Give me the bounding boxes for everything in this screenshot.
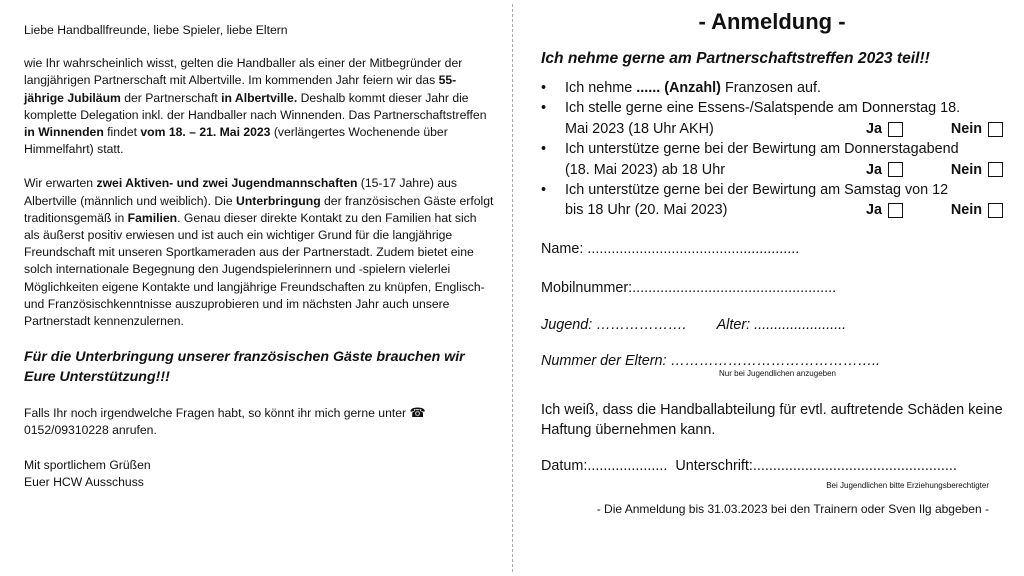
p2-text-e: der französischen Gäste erfolgt traditionsgemäß in <box>24 193 494 225</box>
thursday-help-line1: Ich unterstütze gerne bei der Bewirtung am Donnerstagabend <box>565 141 959 158</box>
invitation-letter <box>24 22 494 491</box>
option-host-count <box>541 78 1003 98</box>
host-count-text-c: Franzosen auf. <box>720 80 821 96</box>
food-donation-line2: Mai 2023 (18 Uhr AKH) <box>565 120 714 137</box>
p2-text-g: . Genau dieser direkte Kontakt zu den Familien hat sich als äußerst positiv erwiesen und ist auch ein wichtiger Grund für die langjährige Freundschaft mit unseren Sportkameraden aus der Partnerstadt. Zudem bietet eine solch internationale Begegnung den Jugendspielerinnern und -spielern vielerlei Möglichkeiten eigene Kontakte und langjährige Freundschaften zu knüpfen, Englisch- und Französischkenntnisse auszuprobieren und im nächsten Jahr auch unsere Partnerstadt kennenzulernen. <box>24 210 485 329</box>
cut-line-divider <box>512 4 513 572</box>
letter-greeting: Liebe Handballfreunde, liebe Spieler, liebe Eltern <box>24 23 288 37</box>
p2-text-a: Wir erwarten <box>24 176 97 191</box>
saturday-help-line1: Ich unterstütze gerne bei der Bewirtung am Samstag von 12 <box>565 182 949 199</box>
p1-text-i: (verlängertes Wochenende über Himmelfahrt) statt. <box>24 125 448 157</box>
registration-form <box>541 6 1003 516</box>
p1-albertville: in Albertville. <box>221 90 298 105</box>
closing-line-1: Mit sportlichem Grüßen <box>24 457 151 472</box>
saturday-help-no-checkbox[interactable] <box>988 203 1003 218</box>
p1-winnenden: in Winnenden <box>24 125 104 140</box>
yes-label: Ja <box>866 161 883 178</box>
support-appeal: Für die Unterbringung unserer französischen Gäste brauchen wir Eure Unterstützung!!! <box>24 349 465 386</box>
p1-dates: vom 18. – 21. Mai 2023 <box>140 125 271 140</box>
youth-age-row <box>541 317 1003 333</box>
phone-icon: ☎ <box>409 405 426 421</box>
yes-label: Ja <box>866 120 883 137</box>
option-saturday-help <box>541 180 1003 221</box>
bullet: • <box>541 141 547 158</box>
yes-label: Ja <box>866 202 883 219</box>
thursday-help-line2: (18. Mai 2023) ab 18 Uhr <box>565 161 725 178</box>
host-count-blank[interactable]: ...... (Anzahl) <box>636 80 721 96</box>
form-title: - Anmeldung - <box>698 9 846 34</box>
parent-number-field[interactable]: Nummer der Eltern: …………………………………….. <box>541 352 881 369</box>
no-label: Nein <box>950 120 982 137</box>
no-label: Nein <box>950 202 982 219</box>
contact-phone-number: 0152/09310228 anrufen. <box>24 423 157 438</box>
date-field[interactable]: Datum:.................... <box>541 457 668 474</box>
p1-text-g: findet <box>103 125 141 140</box>
host-count-text-a: Ich nehme <box>565 80 637 96</box>
bullet: • <box>541 182 547 199</box>
liability-disclaimer: Ich weiß, dass die Handballabteilung für evtl. auftretende Schäden keine Haftung übernehmen kann. <box>541 401 1003 439</box>
saturday-help-yes-checkbox[interactable] <box>888 203 903 218</box>
signature-field[interactable]: Unterschrift:................................................... <box>675 457 957 474</box>
bullet: • <box>541 80 547 96</box>
p1-text-e: Deshalb kommt dieser Jahr die komplette Delegation inkl. der Handballer nach Winnenden. Das Partnerschaftstreffen <box>24 90 487 122</box>
parent-number-note: Nur bei Jugendlichen anzugeben <box>719 368 836 378</box>
contact-text: Falls Ihr noch irgendwelche Fragen habt, so könnt ihr mich gerne unter <box>24 406 410 421</box>
option-food-donation <box>541 98 1003 139</box>
food-donation-line1: Ich stelle gerne eine Essens-/Salatspende am Donnerstag 18. <box>565 100 961 117</box>
food-donation-no-checkbox[interactable] <box>988 122 1003 137</box>
thursday-help-no-checkbox[interactable] <box>988 162 1003 177</box>
mobile-number-field[interactable]: Mobilnummer:................................................... <box>541 279 837 296</box>
guardian-note: Bei Jugendlichen bitte Erziehungsberechtigter <box>826 480 989 490</box>
p1-text-a: wie Ihr wahrscheinlich wisst, gelten die Handballer als einer der Mitbegründer der langjährigen Partnerschaft mit Albertville. Im kommenden Jahr feiern wir das <box>24 56 463 88</box>
p1-jubilee: 55-jährige Jubiläum <box>24 73 457 105</box>
form-options-list <box>541 78 1003 221</box>
no-label: Nein <box>950 161 982 178</box>
p2-text-c: (15-17 Jahre) aus Albertville (männlich und weiblich). Die <box>24 176 458 208</box>
form-subtitle: Ich nehme gerne am Partnerschaftstreffen 2023 teil!! <box>541 50 930 67</box>
letter-contact <box>24 404 494 439</box>
p2-families: Familien <box>127 210 178 225</box>
p2-teams: zwei Aktiven- und zwei Jugendmannschaften <box>96 176 358 191</box>
closing-line-2: Euer HCW Ausschuss <box>24 474 144 489</box>
date-signature-row <box>541 458 1003 474</box>
letter-paragraph-partnership <box>24 55 494 158</box>
saturday-help-line2: bis 18 Uhr (20. Mai 2023) <box>565 202 728 219</box>
food-donation-yes-checkbox[interactable] <box>888 122 903 137</box>
thursday-help-yes-checkbox[interactable] <box>888 162 903 177</box>
option-thursday-help <box>541 139 1003 180</box>
age-field[interactable]: Alter: ....................... <box>716 316 847 333</box>
youth-field[interactable]: Jugend: ………………. <box>541 316 687 333</box>
name-field[interactable]: Name: ..................................................... <box>541 240 800 257</box>
p1-text-c: der Partnerschaft <box>120 90 222 105</box>
submission-deadline: - Die Anmeldung bis 31.03.2023 bei den Trainern oder Sven Ilg abgeben - <box>596 501 989 516</box>
bullet: • <box>541 100 547 117</box>
p2-accommodation: Unterbringung <box>236 193 321 208</box>
letter-paragraph-teams <box>24 175 494 330</box>
